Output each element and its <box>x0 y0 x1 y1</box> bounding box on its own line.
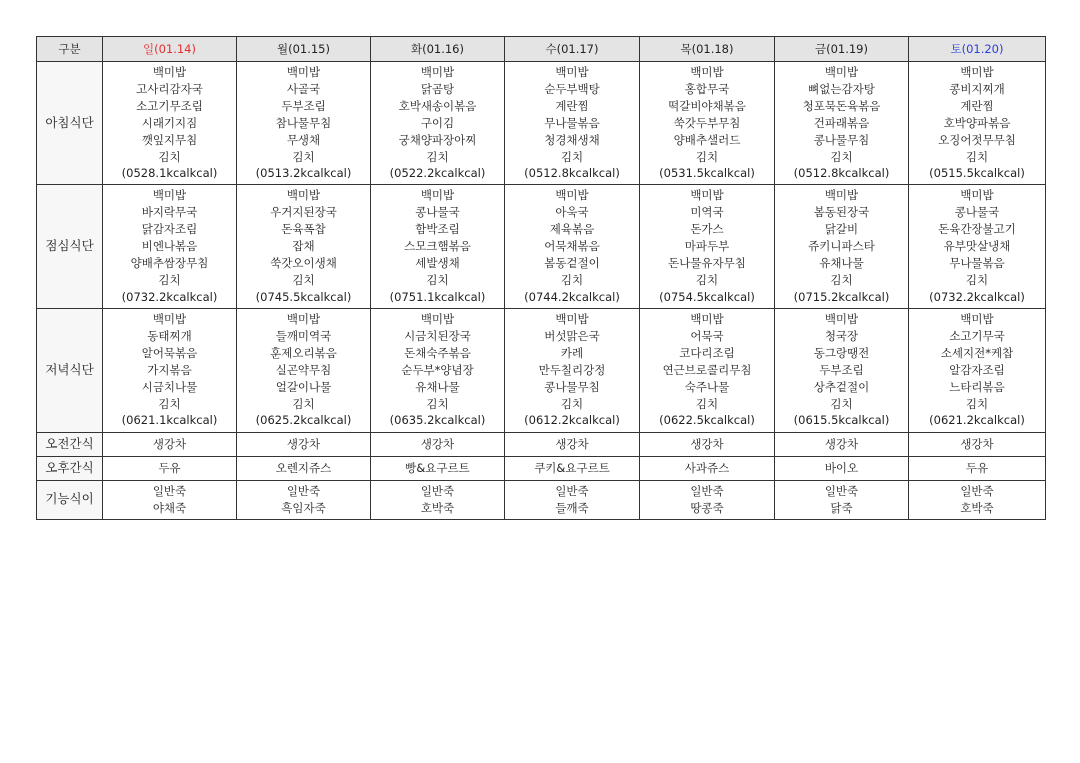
menu-item: 일반죽 <box>555 483 589 498</box>
menu-cell <box>909 308 1046 432</box>
menu-item: (0512.8kcalkcal) <box>793 166 890 181</box>
menu-item: 동태찌개 <box>147 328 192 343</box>
menu-item: 비엔나볶음 <box>141 239 198 254</box>
menu-item: 소고기무국 <box>949 328 1005 343</box>
menu-item: 일반죽 <box>286 483 321 498</box>
menu-item: 스모크햄볶음 <box>404 239 471 254</box>
menu-item: 숙주나물 <box>684 379 730 394</box>
menu-item: 가지볶음 <box>147 362 192 377</box>
menu-cell <box>640 308 775 432</box>
menu-item: 호박죽 <box>420 500 455 515</box>
menu-item: (0531.5kcalkcal) <box>659 166 755 181</box>
menu-item: 함박조림 <box>415 222 460 237</box>
menu-item: (0635.2kcalkcal) <box>389 413 486 428</box>
menu-item: 일반죽 <box>824 483 859 498</box>
menu-item: 코다리조림 <box>679 345 735 360</box>
menu-item: 얼갈이나물 <box>275 379 332 394</box>
menu-item: 닭곰탕 <box>420 81 455 96</box>
menu-cell <box>775 480 909 519</box>
menu-item: 시금치나물 <box>141 379 198 394</box>
header-day-wed: 수(01.17) <box>505 37 640 62</box>
menu-item: 유채나물 <box>415 379 460 394</box>
menu-item: 훈제오리볶음 <box>270 345 337 360</box>
menu-item: 쑥갓두부무침 <box>673 115 741 130</box>
header-day-fri: 금(01.19) <box>775 37 909 62</box>
menu-item: (0528.1kcalkcal) <box>121 166 218 181</box>
menu-item: 김치 <box>158 396 181 411</box>
menu-item: 김치 <box>695 149 719 164</box>
dinner-row <box>37 308 1046 432</box>
menu-cell <box>909 185 1046 308</box>
functional-diet-row <box>37 480 1046 519</box>
menu-item: (0621.2kcalkcal) <box>929 413 1025 428</box>
menu-item: 어묵채볶음 <box>544 239 600 254</box>
menu-item: 만두칠리강정 <box>538 362 606 377</box>
menu-item: 사골국 <box>286 81 321 96</box>
menu-cell <box>640 62 775 185</box>
menu-item: 계란찜 <box>960 98 994 113</box>
menu-item: 무생채 <box>286 132 321 147</box>
menu-cell: 두유 <box>909 456 1046 480</box>
menu-item: 청국장 <box>824 328 859 343</box>
menu-item: 알감자조림 <box>949 362 1005 377</box>
menu-item: 백미밥 <box>690 65 724 79</box>
menu-cell <box>909 62 1046 185</box>
menu-item: 아욱국 <box>555 205 589 220</box>
menu-item: 소세지전*케찹 <box>940 345 1014 360</box>
menu-item: 김치 <box>560 149 584 164</box>
menu-item: 김치 <box>292 149 315 164</box>
header-day-tue: 화(01.16) <box>371 37 505 62</box>
menu-item: 상추겉절이 <box>813 379 870 394</box>
menu-cell <box>505 480 640 519</box>
menu-item: 뼈없는감자탕 <box>808 81 875 96</box>
menu-item: 유부맛살냉채 <box>943 239 1011 254</box>
menu-cell <box>371 185 505 308</box>
menu-item: 순두부백탕 <box>544 81 600 96</box>
menu-item: 김치 <box>158 149 181 164</box>
menu-item: 양배추샐러드 <box>673 132 741 147</box>
menu-item: 김치 <box>292 396 315 411</box>
menu-item: 백미밥 <box>420 188 455 203</box>
menu-item: (0622.5kcalkcal) <box>659 413 755 428</box>
menu-item: (0615.5kcalkcal) <box>793 413 890 428</box>
menu-cell: 생강차 <box>909 432 1046 456</box>
am-snack-row <box>37 432 1046 456</box>
header-row <box>37 37 1046 62</box>
menu-cell: 생강차 <box>640 432 775 456</box>
menu-item: 버섯맑은국 <box>544 328 600 343</box>
menu-item: (0522.2kcalkcal) <box>389 166 486 181</box>
menu-item: 카레 <box>560 345 584 360</box>
menu-item: 백미밥 <box>555 188 589 203</box>
menu-cell <box>775 62 909 185</box>
menu-cell <box>505 62 640 185</box>
header-day-mon: 월(01.15) <box>237 37 371 62</box>
menu-item: 김치 <box>292 272 315 287</box>
menu-item: 양배추쌈장무침 <box>130 255 209 270</box>
menu-item: 백미밥 <box>824 65 859 79</box>
row-label: 기능식이 <box>37 480 103 519</box>
menu-item: 무나물볶음 <box>949 255 1005 270</box>
menu-item: 호박새송이볶음 <box>398 98 477 113</box>
menu-item: 백미밥 <box>555 65 589 79</box>
menu-item: 김치 <box>560 396 584 411</box>
menu-item: 봄동겉절이 <box>544 255 600 270</box>
menu-item: 쑥갓오이생채 <box>270 255 337 270</box>
breakfast-row <box>37 62 1046 185</box>
menu-cell <box>371 480 505 519</box>
menu-item: (0744.2kcalkcal) <box>524 289 620 304</box>
header-day-sun: 일(01.14) <box>103 37 237 62</box>
menu-cell: 사과쥬스 <box>640 456 775 480</box>
menu-item: 고사리감자국 <box>136 81 203 96</box>
menu-item: 두부조림 <box>281 98 326 113</box>
menu-item: 제육볶음 <box>549 222 595 237</box>
menu-item: 연근브로콜리무침 <box>662 362 752 377</box>
menu-item: 떡갈비야채볶음 <box>668 98 746 113</box>
menu-item: 무나물볶음 <box>544 115 600 130</box>
menu-item: 백미밥 <box>960 188 994 203</box>
menu-item: 궁채양파장아찌 <box>398 132 477 147</box>
menu-item: 백미밥 <box>152 65 187 79</box>
menu-item: 시금치된장국 <box>404 328 471 343</box>
menu-cell: 생강차 <box>237 432 371 456</box>
menu-item: 어묵국 <box>690 328 724 343</box>
menu-item: (0513.2kcalkcal) <box>255 166 352 181</box>
menu-item: 청경채생채 <box>544 132 600 147</box>
menu-item: 김치 <box>965 149 989 164</box>
row-label: 오후간식 <box>37 456 103 480</box>
menu-cell <box>371 308 505 432</box>
menu-item: 땅콩죽 <box>690 500 724 515</box>
menu-cell: 생강차 <box>371 432 505 456</box>
menu-item: 백미밥 <box>690 312 724 327</box>
menu-item: (0732.2kcalkcal) <box>929 289 1025 304</box>
row-label: 저녁식단 <box>37 308 103 432</box>
lunch-row <box>37 185 1046 308</box>
menu-item: 닭감자조림 <box>141 222 198 237</box>
menu-cell: 생강차 <box>103 432 237 456</box>
menu-item: 실곤약무침 <box>275 362 332 377</box>
menu-item: 미역국 <box>690 205 724 220</box>
menu-item: 콩나물무침 <box>813 132 870 147</box>
menu-item: 김치 <box>695 396 719 411</box>
menu-item: 들깨미역국 <box>275 328 332 343</box>
menu-cell: 바이오 <box>775 456 909 480</box>
menu-item: 김치 <box>560 272 584 287</box>
menu-item: 닭갈비 <box>824 222 859 237</box>
menu-item: 백미밥 <box>690 188 724 203</box>
menu-item: 돈육폭찹 <box>281 222 326 237</box>
menu-item: 돈가스 <box>690 222 724 237</box>
menu-item: 백미밥 <box>960 65 994 79</box>
menu-item: 콩나물국 <box>954 205 1000 220</box>
menu-cell: 생강차 <box>775 432 909 456</box>
menu-item: 돈채숙주볶음 <box>404 345 471 360</box>
menu-item: 김치 <box>965 272 989 287</box>
menu-item: (0515.5kcalkcal) <box>929 166 1025 181</box>
menu-item: 느타리볶음 <box>949 379 1005 394</box>
menu-item: 순두부*양념장 <box>401 362 474 377</box>
menu-item: 백미밥 <box>824 188 859 203</box>
menu-item: 오징어젓무무침 <box>938 132 1016 147</box>
menu-item: 콩나물무침 <box>544 379 600 394</box>
menu-item: 호박죽 <box>960 500 994 515</box>
menu-item: 김치 <box>830 149 853 164</box>
menu-cell: 쿠키&요구르트 <box>505 456 640 480</box>
menu-item: 백미밥 <box>152 312 187 327</box>
menu-item: (0745.5kcalkcal) <box>255 289 352 304</box>
menu-item: (0754.5kcalkcal) <box>659 289 755 304</box>
menu-item: 유채나물 <box>819 255 864 270</box>
menu-item: 백미밥 <box>286 65 321 79</box>
pm-snack-row <box>37 456 1046 480</box>
menu-item: 콩나물국 <box>415 205 460 220</box>
menu-item: 홍합무국 <box>684 81 730 96</box>
menu-item: 백미밥 <box>420 312 455 327</box>
header-day-sat: 토(01.20) <box>909 37 1046 62</box>
menu-item: 김치 <box>830 272 853 287</box>
menu-item: (0715.2kcalkcal) <box>793 289 890 304</box>
menu-item: 김치 <box>426 149 449 164</box>
menu-item: 호박양파볶음 <box>943 115 1011 130</box>
menu-item: 세발생채 <box>415 255 460 270</box>
menu-item: (0612.2kcalkcal) <box>524 413 620 428</box>
row-label: 오전간식 <box>37 432 103 456</box>
menu-item: 소고기무조림 <box>136 98 203 113</box>
menu-item: 동그랑땡전 <box>813 345 870 360</box>
menu-item: (0751.1kcalkcal) <box>389 289 486 304</box>
menu-item: 돈육간장불고기 <box>938 222 1016 237</box>
menu-cell <box>909 480 1046 519</box>
menu-cell: 오렌지쥬스 <box>237 456 371 480</box>
menu-cell <box>237 185 371 308</box>
menu-item: 흑임자죽 <box>281 500 326 515</box>
menu-cell <box>103 308 237 432</box>
weekly-meal-table <box>36 36 1046 520</box>
menu-item: 우거지된장국 <box>270 205 337 220</box>
menu-item: 야채죽 <box>152 500 187 515</box>
menu-item: 건파래볶음 <box>813 115 870 130</box>
menu-cell <box>505 185 640 308</box>
menu-cell: 빵&요구르트 <box>371 456 505 480</box>
menu-cell <box>237 62 371 185</box>
menu-item: 계란찜 <box>555 98 589 113</box>
menu-cell <box>775 308 909 432</box>
header-corner: 구분 <box>37 37 103 62</box>
menu-item: 쥬키니파스타 <box>808 239 875 254</box>
menu-item: 백미밥 <box>286 312 321 327</box>
menu-item: 구이김 <box>420 115 455 130</box>
menu-item: 일반죽 <box>690 483 724 498</box>
menu-item: 봄동된장국 <box>813 205 870 220</box>
menu-cell <box>505 308 640 432</box>
menu-item: 바지락무국 <box>141 205 198 220</box>
menu-item: (0512.8kcalkcal) <box>524 166 620 181</box>
menu-item: (0732.2kcalkcal) <box>121 289 218 304</box>
menu-item: 깻잎지무침 <box>141 132 198 147</box>
menu-cell <box>103 62 237 185</box>
menu-cell <box>775 185 909 308</box>
menu-item: 백미밥 <box>555 312 589 327</box>
menu-item: 김치 <box>426 272 449 287</box>
menu-item: 일반죽 <box>152 483 187 498</box>
menu-item: 김치 <box>965 396 989 411</box>
menu-item: 콩비지찌개 <box>949 81 1005 96</box>
menu-item: 들깨죽 <box>555 500 589 515</box>
menu-item: 마파두부 <box>684 239 730 254</box>
menu-item: 시래기지짐 <box>141 115 198 130</box>
menu-item: 닭죽 <box>830 500 853 515</box>
menu-item: (0625.2kcalkcal) <box>255 413 352 428</box>
menu-item: (0621.1kcalkcal) <box>121 413 218 428</box>
menu-cell: 두유 <box>103 456 237 480</box>
menu-cell <box>371 62 505 185</box>
header-day-thu: 목(01.18) <box>640 37 775 62</box>
menu-item: 일반죽 <box>420 483 455 498</box>
menu-item: 백미밥 <box>152 188 187 203</box>
menu-item: 잡채 <box>292 239 315 254</box>
menu-cell <box>237 308 371 432</box>
menu-cell <box>237 480 371 519</box>
menu-item: 청포묵돈육볶음 <box>802 98 881 113</box>
menu-cell <box>640 185 775 308</box>
menu-item: 두부조림 <box>819 362 864 377</box>
row-label: 점심식단 <box>37 185 103 308</box>
menu-item: 참나물무침 <box>275 115 332 130</box>
menu-cell <box>103 480 237 519</box>
menu-item: 김치 <box>426 396 449 411</box>
menu-item: 일반죽 <box>960 483 994 498</box>
row-label: 아침식단 <box>37 62 103 185</box>
menu-item: 돈나물유자무침 <box>668 255 746 270</box>
menu-item: 알어묵볶음 <box>141 345 198 360</box>
menu-item: 김치 <box>158 272 181 287</box>
menu-item: 김치 <box>695 272 719 287</box>
menu-item: 백미밥 <box>824 312 859 327</box>
menu-cell <box>103 185 237 308</box>
menu-item: 백미밥 <box>420 65 455 79</box>
menu-cell <box>640 480 775 519</box>
menu-item: 김치 <box>830 396 853 411</box>
menu-item: 백미밥 <box>286 188 321 203</box>
menu-cell: 생강차 <box>505 432 640 456</box>
menu-item: 백미밥 <box>960 312 994 327</box>
